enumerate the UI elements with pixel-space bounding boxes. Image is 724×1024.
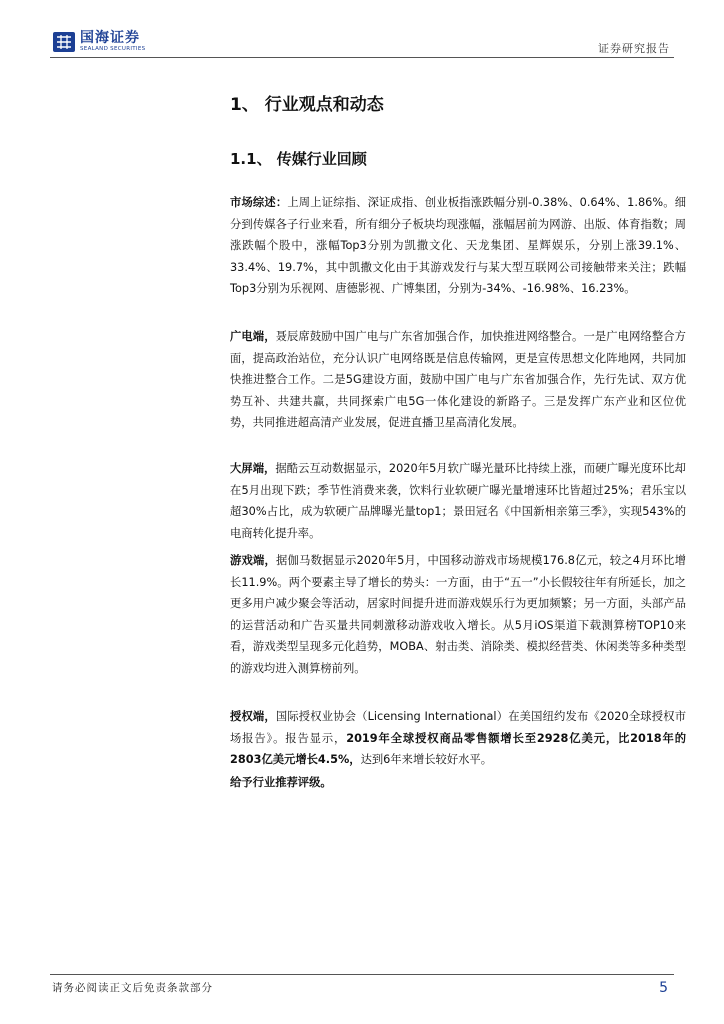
licensing-label: 授权端， [230, 710, 276, 723]
gaming-paragraph [230, 550, 686, 680]
bigscreen-paragraph [230, 458, 686, 544]
bigscreen-label: 大屏端， [230, 462, 276, 475]
header-divider [50, 57, 674, 58]
gaming-label: 游戏端， [230, 554, 277, 567]
licensing-highlight: 2019年全球授权商品零售额增长至2928亿美元，比2018年的2803亿美元增长4.5%， [230, 731, 686, 767]
section-title: 1、 行业观点和动态 [230, 95, 384, 115]
company-logo [52, 30, 145, 54]
bigscreen-text: 据酷云互动数据显示，2020年5月软广曝光量环比持续上涨，而硬广曝光度环比却在5月出现下跌；季节性消费来袭，饮料行业软硬广曝光量增速环比皆超过25%；君乐宝以超30%占比，成为软硬广品牌曝光量top1；景田冠名《中国新相亲第三季》，实现543%的电商转化提升率。 [230, 462, 686, 540]
footer-divider [50, 974, 674, 975]
market-summary-text: 上周上证综指、深证成指、创业板指涨跌幅分别-0.38%、0.64%、1.86%。细分到传媒各子行业来看，所有细分子板块均现涨幅，涨幅居前为网游、出版、体育指数；周涨跌幅个股中，涨幅Top3分别为凯撒文化、天龙集团、星辉娱乐，分别上涨39.1%、33.4%、19.7%，其中凯撒文化由于其游戏发行与某大型互联网公司接触带来关注；跌幅Top3分别为乐视网、唐德影视、广博集团，分别为-34%、-16.98%、16.23%。 [230, 196, 686, 296]
market-summary-label: 市场综述： [230, 196, 288, 209]
rating-text: 给予行业推荐评级。 [230, 776, 332, 789]
licensing-tail: 达到6年来增长较好水平。 [360, 753, 493, 767]
page-header [0, 0, 724, 62]
page-number: 5 [659, 980, 668, 996]
logo-chinese-name: 国海证券 [80, 30, 140, 47]
rating-paragraph [230, 772, 686, 794]
footer-disclaimer: 请务必阅读正文后免责条款部分 [52, 982, 213, 994]
broadcast-text: 聂辰席鼓励中国广电与广东省加强合作，加快推进网络整合。一是广电网络整合方面，提高政治站位，充分认识广电网络既是信息传输网，更是宣传思想文化阵地网，共同加快推进整合工作。二是5G建设方面，鼓励中国广电与广东省加强合作，先行先试、双方优势互补、共建共赢，共同探索广电5G一体化建设的新路子。三是发挥广东产业和区位优势，共同推进超高清产业发展，促进直播卫星高清化发展。 [230, 330, 686, 430]
sealand-logo-icon [52, 30, 76, 54]
broadcast-label: 广电端， [230, 330, 276, 343]
document-type-label: 证券研究报告 [598, 42, 670, 55]
licensing-text: 国际授权业协会（Licensing International）在美国纽约发布《2020全球授权市场报告》。报告显示， [230, 710, 686, 745]
gaming-text: 据伽马数据显示2020年5月，中国移动游戏市场规模176.8亿元，较之4月环比增长11.9%。两个要素主导了增长的势头：一方面，由于“五一”小长假较往年有所延长，加之更多用户减少聚会等活动，居家时间提升进而游戏娱乐行为更加频繁；另一方面，头部产品的运营活动和广告买量共同刺激移动游戏收入增长。从5月iOS渠道下载测算榜TOP10来看，游戏类型呈现多元化趋势，MOBA、射击类、消除类、模拟经营类、休闲类等多种类型的游戏均进入测算榜前列。 [230, 554, 686, 675]
market-summary-paragraph [230, 192, 686, 300]
broadcast-paragraph [230, 326, 686, 434]
subsection-title: 1.1、 传媒行业回顾 [230, 150, 367, 168]
logo-english-name: SEALAND SECURITIES [80, 46, 146, 53]
licensing-paragraph [230, 706, 686, 771]
